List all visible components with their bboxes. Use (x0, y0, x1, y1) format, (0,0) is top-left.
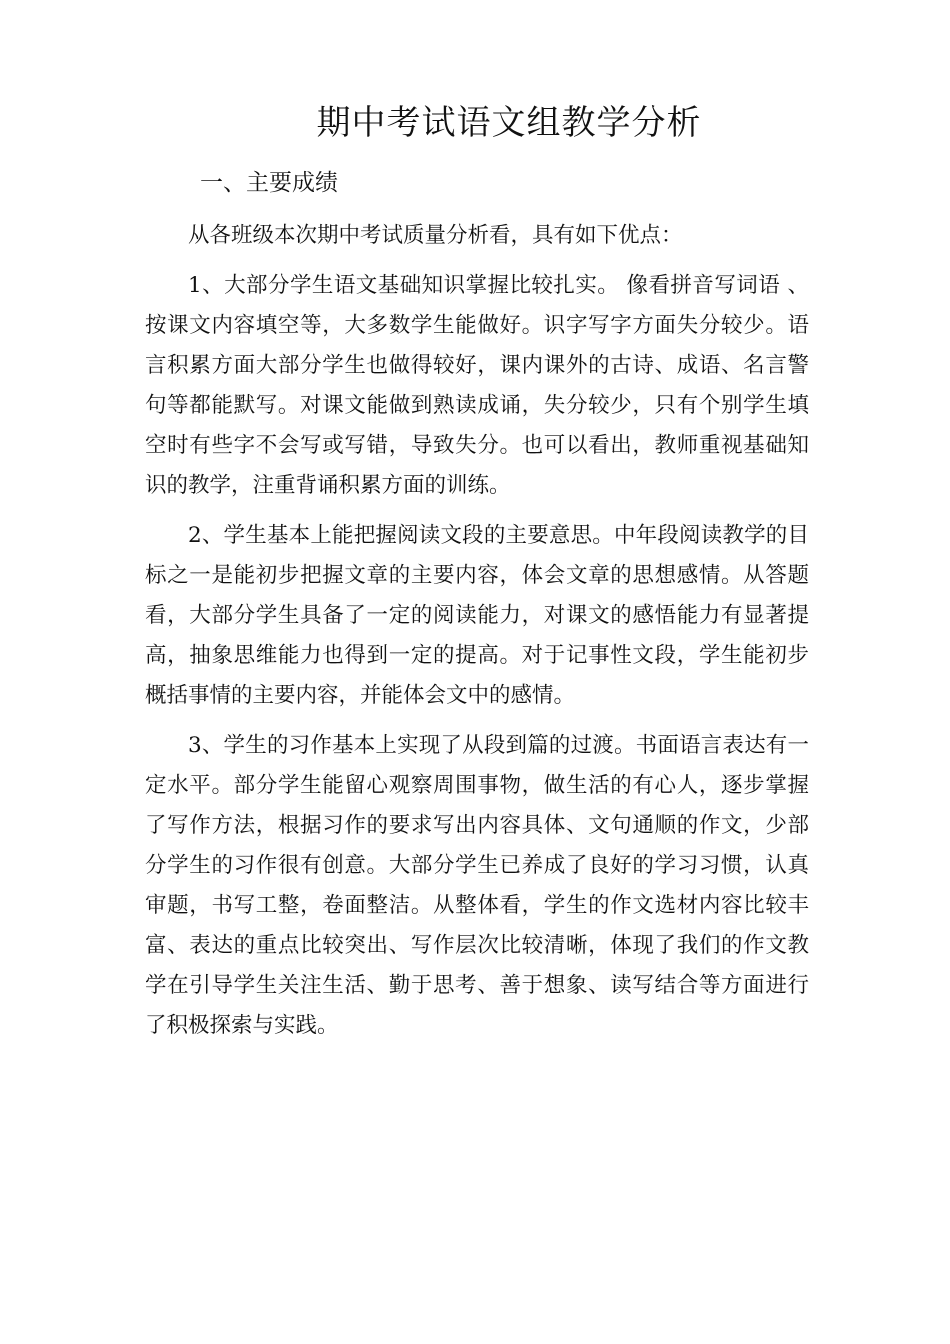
paragraph-1: 1、大部分学生语文基础知识掌握比较扎实。 像看拼音写词语 、按课文内容填空等，大多数学生能做好。识字写字方面失分较少。语言积累方面大部分学生也做得较好，课内课外的古诗、成语、名言警句等都能默写。对课文能做到熟读成诵，失分较少，只有个别学生填空时有些字不会写或写错，导致失分。也可以看出，教师重视基础知识的教学，注重背诵积累方面的训练。 (145, 273, 809, 498)
section-heading: 一、主要成绩 (200, 170, 338, 196)
document-title: 期中考试语文组教学分析 (316, 103, 702, 143)
intro-paragraph: 从各班级本次期中考试质量分析看，具有如下优点： (188, 223, 683, 248)
document-body (145, 216, 809, 1056)
paragraph-2: 2、学生基本上能把握阅读文段的主要意思。中年段阅读教学的目标之一是能初步把握文章的主要内容，体会文章的思想感情。从答题看，大部分学生具备了一定的阅读能力，对课文的感悟能力有显著提高，抽象思维能力也得到一定的提高。对于记事性文段，学生能初步概括事情的主要内容，并能体会文中的感情。 (145, 523, 809, 708)
paragraph-3: 3、学生的习作基本上实现了从段到篇的过渡。书面语言表达有一定水平。部分学生能留心观察周围事物，做生活的有心人，逐步掌握了写作方法，根据习作的要求写出内容具体、文句通顺的作文，少部分学生的习作很有创意。大部分学生已养成了良好的学习习惯，认真审题，书写工整，卷面整洁。从整体看，学生的作文选材内容比较丰富、表达的重点比较突出、写作层次比较清晰，体现了我们的作文教学在引导学生关注生活、勤于思考、善于想象、读写结合等方面进行了积极探索与实践。 (145, 733, 809, 1038)
